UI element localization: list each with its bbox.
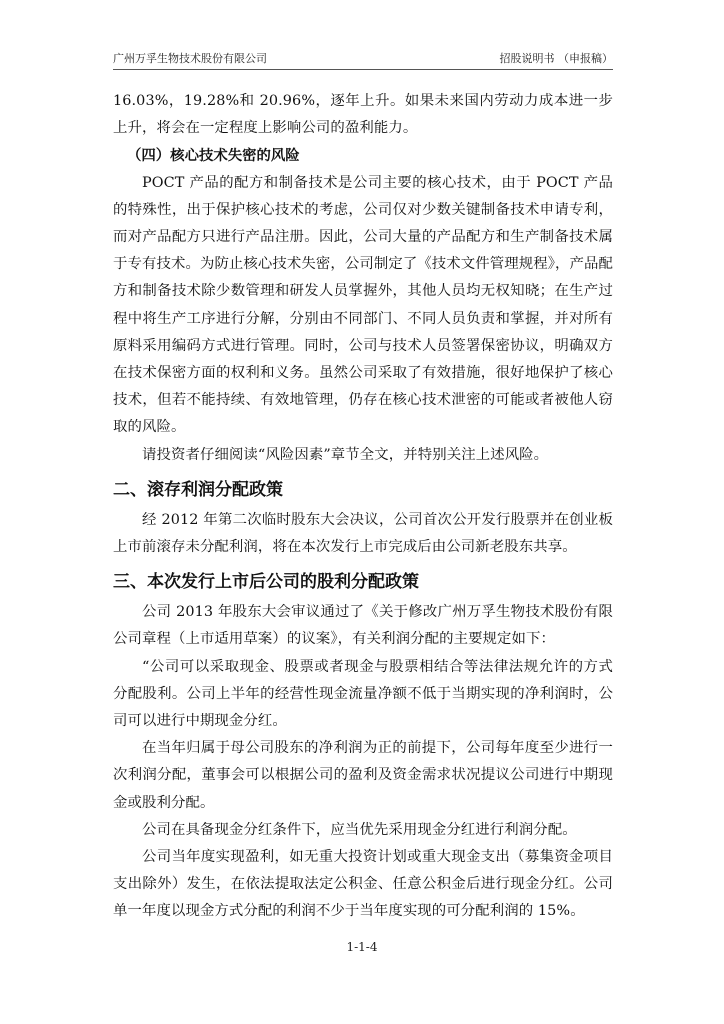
paragraph-annual-distribution: 在当年归属于母公司股东的净利润为正的前提下，公司每年度至少进行一次利润分配，董事会可以根据公司的盈利及资金需求状况提议公司进行中期现金或股利分配。 [113,740,613,811]
header-document-type: 招股说明书 （申报稿） [499,52,613,65]
header-divider [113,69,613,70]
paragraph-core-tech: POCT 产品的配方和制备技术是公司主要的核心技术，由于 POCT 产品的特殊性，出于保护核心技术的考虑，公司仅对少数关键制备技术申请专利，而对产品配方只进行产品注册。因此，公司大量的产品配方和生产制备技术属于专有技术。为防止核心技术失密，公司制定了《技术文件管理规程》，产品配方和制备技术除少数管理和研发人员掌握外，其他人员均无权知晓；在生产过程中将生产工序进行分解，分别由不同部门、不同人员负责和掌握，并对所有原料采用编码方式进行管理。同时，公司与技术人员签署保密协议，明确双方在技术保密方面的权利和义务。虽然公司采取了有效措施，很好地保护了核心技术，但若不能持续、有效地管理，仍存在核心技术泄密的可能或者被他人窃取的风险。 [113,174,613,436]
paragraph-investor-notice: 请投资者仔细阅读“风险因素”章节全文，并特别关注上述风险。 [142,446,549,463]
page-body [113,88,613,926]
paragraph-labor-cost: 16.03%，19.28%和 20.96%，逐年上升。如果未来国内劳动力成本进一步上升，将会在一定程度上影响公司的盈利能力。 [113,93,613,137]
paragraph-dividend-methods: “公司可以采取现金、股票或者现金与股票相结合等法律法规允许的方式分配股利。公司上半年的经营性现金流量净额不低于当期实现的净利润时，公司可以进行中期现金分红。 [113,658,613,730]
header-company-name: 广州万孚生物技术股份有限公司 [113,52,267,65]
page-number: 1-1-4 [346,940,378,954]
section-heading-dividend-policy: 三、本次发行上市后公司的股利分配政策 [113,572,419,593]
paragraph-retained-profit: 经 2012 年第二次临时股东大会决议，公司首次公开发行股票并在创业板上市前滚存未分配利润，将在本次发行上市完成后由公司新老股东共享。 [113,511,613,556]
page-header [113,50,613,68]
paragraph-dividend-intro: 公司 2013 年股东大会审议通过了《关于修改广州万孚生物技术股份有限公司章程（上市适用草案）的议案》，有关利润分配的主要规定如下： [113,604,613,648]
subheading-core-tech-risk: （四）核心技术失密的风险 [127,147,300,165]
section-heading-retained-profit: 二、滚存利润分配政策 [113,479,283,500]
paragraph-cash-priority: 公司在具备现金分红条件下，应当优先采用现金分红进行利润分配。 [142,821,577,838]
paragraph-cash-dividend-ratio: 公司当年度实现盈利，如无重大投资计划或重大现金支出（募集资金项目支出除外）发生，在依法提取法定公积金、任意公积金后进行现金分红。公司单一年度以现金方式分配的利润不少于当年度实现的可分配利润的 15%。 [113,849,613,920]
